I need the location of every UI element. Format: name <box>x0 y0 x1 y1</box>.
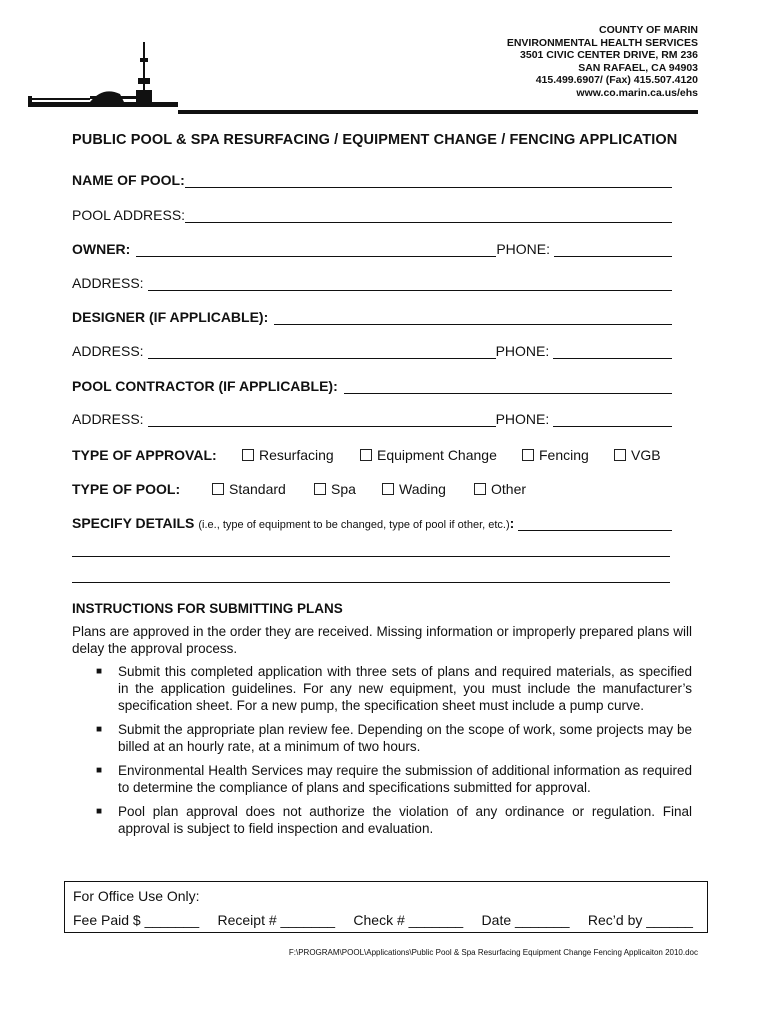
details-row <box>72 515 672 531</box>
header-line: ENVIRONMENTAL HEALTH SERVICES <box>506 36 698 49</box>
checkbox-icon[interactable] <box>614 449 626 461</box>
approval-option-equipment-change[interactable]: Equipment Change <box>360 447 522 463</box>
details-field-line-2[interactable] <box>72 542 670 557</box>
owner-phone-field[interactable] <box>554 242 672 257</box>
office-use-fields <box>73 912 693 928</box>
checkbox-icon[interactable] <box>474 483 486 495</box>
instructions-list <box>72 663 692 837</box>
checkbox-icon[interactable] <box>360 449 372 461</box>
list-item: ■ Environmental Health Services may require the submission of additional information as required to determine the compliance of plans and specifications submitted for approval. <box>96 763 692 795</box>
designer-field[interactable] <box>274 310 672 325</box>
contractor-row <box>72 378 672 394</box>
designer-phone-label: PHONE: <box>495 343 550 359</box>
designer-phone-field[interactable] <box>553 344 672 359</box>
owner-address-field[interactable] <box>148 276 672 291</box>
pool-option-wading[interactable]: Wading <box>382 481 474 497</box>
approval-type-label: TYPE OF APPROVAL: <box>72 447 217 463</box>
header-line: COUNTY OF MARIN <box>599 24 698 36</box>
pool-name-field[interactable] <box>185 173 672 188</box>
header-line: 3501 CIVIC CENTER DRIVE, RM 236 <box>520 49 698 61</box>
details-field-line-3[interactable] <box>72 568 670 583</box>
pool-type-row <box>72 481 672 497</box>
owner-address-label: ADDRESS: <box>72 275 144 291</box>
instructions-intro: Plans are approved in the order they are received. Missing information or improperly prepared plans will delay the approval process. <box>72 624 692 656</box>
owner-label: OWNER: <box>72 241 131 257</box>
owner-phone-label: PHONE: <box>496 241 551 257</box>
agency-header <box>507 24 698 99</box>
form-title: PUBLIC POOL & SPA RESURFACING / EQUIPMENT CHANGE / FENCING APPLICATION <box>72 132 678 148</box>
owner-address-row <box>72 275 672 291</box>
owner-field[interactable] <box>136 242 496 257</box>
bullet-icon: ■ <box>96 806 103 817</box>
list-item: ■ Submit this completed application with three sets of plans and required materials, as specified in the application guidelines. For any new equipment, you must include the manufacturer’s specification sheet. For a new pump, the specification sheet must include a pump curve. <box>96 664 692 713</box>
details-colon: : <box>509 515 515 531</box>
bullet-icon: ■ <box>96 666 103 677</box>
checkbox-icon[interactable] <box>382 483 394 495</box>
details-field[interactable] <box>518 516 672 531</box>
owner-row <box>72 241 672 257</box>
contractor-phone-label: PHONE: <box>495 411 550 427</box>
file-path-footer: F:\PROGRAM\POOL\Applications\Public Pool & Spa Resurfacing Equipment Change Fencing Applicaiton 2010.doc <box>288 948 698 957</box>
instructions-section <box>72 600 692 844</box>
pool-name-row <box>72 172 672 188</box>
approval-type-row <box>72 447 672 463</box>
receipt-field[interactable]: Receipt # _______ <box>217 912 336 928</box>
bullet-icon: ■ <box>96 765 103 776</box>
marin-civic-center-logo <box>28 38 178 114</box>
pool-option-standard[interactable]: Standard <box>212 481 314 497</box>
pool-address-label: POOL ADDRESS: <box>72 207 186 223</box>
checkbox-icon[interactable] <box>242 449 254 461</box>
designer-row <box>72 309 672 325</box>
received-by-field[interactable]: Rec’d by ______ <box>587 912 693 928</box>
details-hint: (i.e., type of equipment to be changed, type of pool if other, etc.) <box>198 519 510 531</box>
approval-option-fencing[interactable]: Fencing <box>522 447 614 463</box>
header-rule <box>178 110 698 114</box>
details-label: SPECIFY DETAILS <box>72 515 195 531</box>
pool-option-spa[interactable]: Spa <box>314 481 382 497</box>
contractor-field[interactable] <box>344 379 672 394</box>
pool-address-field[interactable] <box>185 208 672 223</box>
approval-option-resurfacing[interactable]: Resurfacing <box>242 447 360 463</box>
office-use-box <box>64 881 708 933</box>
pool-address-row <box>72 207 672 223</box>
list-item: ■ Pool plan approval does not authorize the violation of any ordinance or regulation. Final approval is subject to field inspection and evaluation. <box>96 804 692 836</box>
pool-type-label: TYPE OF POOL: <box>72 481 181 497</box>
bullet-icon: ■ <box>96 724 103 735</box>
contractor-address-row <box>72 411 672 427</box>
approval-option-vgb[interactable]: VGB <box>614 447 661 463</box>
header-line: www.co.marin.ca.us/ehs <box>576 86 698 99</box>
contractor-address-field[interactable] <box>148 412 496 427</box>
checkbox-icon[interactable] <box>314 483 326 495</box>
designer-address-row <box>72 343 672 359</box>
fee-paid-field[interactable]: Fee Paid $ _______ <box>73 912 200 928</box>
pool-option-other[interactable]: Other <box>474 481 526 497</box>
checkbox-icon[interactable] <box>522 449 534 461</box>
designer-label: DESIGNER (IF APPLICABLE): <box>72 309 269 325</box>
office-use-title: For Office Use Only: <box>73 888 200 904</box>
contractor-address-label: ADDRESS: <box>72 411 144 427</box>
contractor-label: POOL CONTRACTOR (IF APPLICABLE): <box>72 378 338 394</box>
designer-address-field[interactable] <box>148 344 496 359</box>
header-line: SAN RAFAEL, CA 94903 <box>578 61 698 74</box>
contractor-phone-field[interactable] <box>553 412 672 427</box>
instructions-heading: INSTRUCTIONS FOR SUBMITTING PLANS <box>72 601 343 616</box>
checkbox-icon[interactable] <box>212 483 224 495</box>
designer-address-label: ADDRESS: <box>72 343 144 359</box>
header-line: 415.499.6907/ (Fax) 415.507.4120 <box>535 74 698 86</box>
pool-name-label: NAME OF POOL: <box>72 172 185 188</box>
check-field[interactable]: Check # _______ <box>353 912 464 928</box>
date-field[interactable]: Date _______ <box>481 912 570 928</box>
list-item: ■ Submit the appropriate plan review fee. Depending on the scope of work, some projects may be billed at an hourly rate, at a minimum of two hours. <box>96 722 692 754</box>
